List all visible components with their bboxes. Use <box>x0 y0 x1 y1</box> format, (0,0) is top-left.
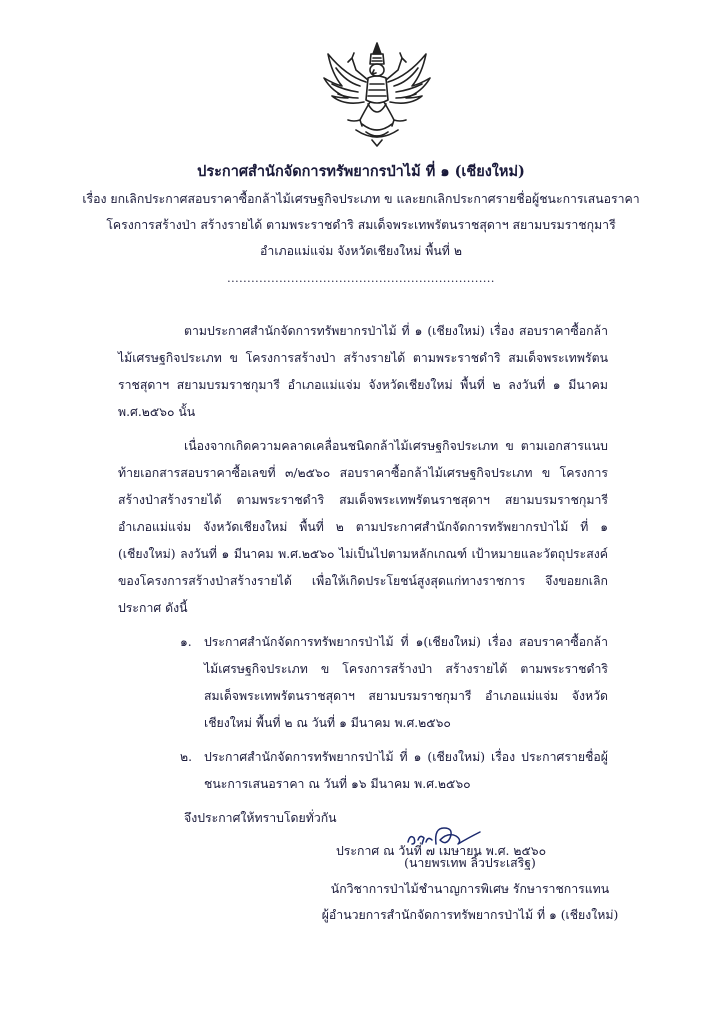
signer-block <box>270 850 670 928</box>
closing-statement: จึงประกาศให้ทราบโดยทั่วกัน <box>184 811 337 825</box>
garuda-emblem-icon <box>318 40 436 148</box>
signer-office: ผู้อำนวยการสำนักจัดการทรัพยากรป่าไม้ ที่ ๑ (เชียงใหม่) <box>321 908 619 922</box>
list-item-number: ๑. <box>180 635 192 649</box>
paragraph-1: ตามประกาศสำนักจัดการทรัพยากรป่าไม้ ที่ ๑ (เชียงใหม่) เรื่อง สอบราคาซื้อกล้าไม้เศรษฐกิจประเภท ข โครงการสร้างป่า สร้างรายได้ ตามพระราชดำริ สมเด็จพระเทพรัตนราชสุดาฯ สยามบรมราชกุมารี อำเภอแม่แจ่ม จังหวัดเชียงใหม่ พื้นที่ ๒ ลงวันที่ ๑ มีนาคม พ.ศ.๒๕๖๐ นั้น <box>118 324 608 419</box>
handwritten-signature-icon <box>404 820 484 852</box>
subject-line-2: โครงการสร้างป่า สร้างรายได้ ตามพระราชดำริ สมเด็จพระเทพรัตนราชสุดาฯ สยามบรมราชกุมารี <box>106 218 616 232</box>
signer-name: (นายพรเทพ ลิ้วประเสริฐ) <box>404 856 536 870</box>
subject-block <box>0 186 722 264</box>
list-item-text: ประกาศสำนักจัดการทรัพยากรป่าไม้ ที่ ๑(เชียงใหม่) เรื่อง สอบราคาซื้อกล้าไม้เศรษฐกิจประเภท ข โครงการสร้างป่า สร้างรายได้ ตามพระราชดำริ สมเด็จพระเทพรัตนราชสุดาฯ สยามบรมราชกุมารี อำเภอแม่แจ่ม จังหวัดเชียงใหม่ พื้นที่ ๒ ณ วันที่ ๑ มีนาคม พ.ศ.๒๕๖๐ <box>204 635 608 730</box>
separator-dots: ................................................................... <box>227 272 495 285</box>
document-body <box>118 318 608 865</box>
list-item <box>180 744 608 798</box>
list-item-number: ๒. <box>180 750 193 764</box>
list-item-text: ประกาศสำนักจัดการทรัพยากรป่าไม้ ที่ ๑ (เชียงใหม่) เรื่อง ประกาศรายชื่อผู้ชนะการเสนอราคา ณ วันที่ ๑๖ มีนาคม พ.ศ.๒๕๖๐ <box>204 750 608 791</box>
list-item <box>180 629 608 737</box>
document-title: ประกาศสำนักจัดการทรัพยากรป่าไม้ ที่ ๑ (เชียงใหม่) <box>197 163 525 180</box>
subject-line-3: อำเภอแม่แจ่ม จังหวัดเชียงใหม่ พื้นที่ ๒ <box>260 244 462 258</box>
paragraph-2: เนื่องจากเกิดความคลาดเคลื่อนชนิดกล้าไม้เศรษฐกิจประเภท ข ตามเอกสารแนบท้ายเอกสารสอบราคาซื้อเลขที่ ๓/๒๕๖๐ สอบราคาซื้อกล้าไม้เศรษฐกิจประเภท ข โครงการสร้างป่าสร้างรายได้ ตามพระราชดำริ สมเด็จพระเทพรัตนราชสุดาฯ สยามบรมราชกุมารี อำเภอแม่แจ่ม จังหวัดเชียงใหม่ พื้นที่ ๒ ตามประกาศสำนักจัดการทรัพยากรป่าไม้ ที่ ๑ (เชียงใหม่) ลงวันที่ ๑ มีนาคม พ.ศ.๒๕๖๐ ไม่เป็นไปตามหลักเกณฑ์ เป้าหมายและวัตถุประสงค์ของโครงการสร้างป่าสร้างรายได้ เพื่อให้เกิดประโยชน์สูงสุดแก่ทางราชการ จึงขอยกเลิกประกาศ ดังนี้ <box>118 439 608 615</box>
announcement-date: ประกาศ ณ วันที่ ๗ เมษายน พ.ศ. ๒๕๖๐ <box>336 844 547 858</box>
signer-position: นักวิชาการป่าไม้ชำนาญการพิเศษ รักษาราชการแทน <box>330 882 610 896</box>
subject-line-1: เรื่อง ยกเลิกประกาศสอบราคาซื้อกล้าไม้เศรษฐกิจประเภท ข และยกเลิกประกาศรายชื่อผู้ชนะการเสนอราคา <box>82 192 640 206</box>
